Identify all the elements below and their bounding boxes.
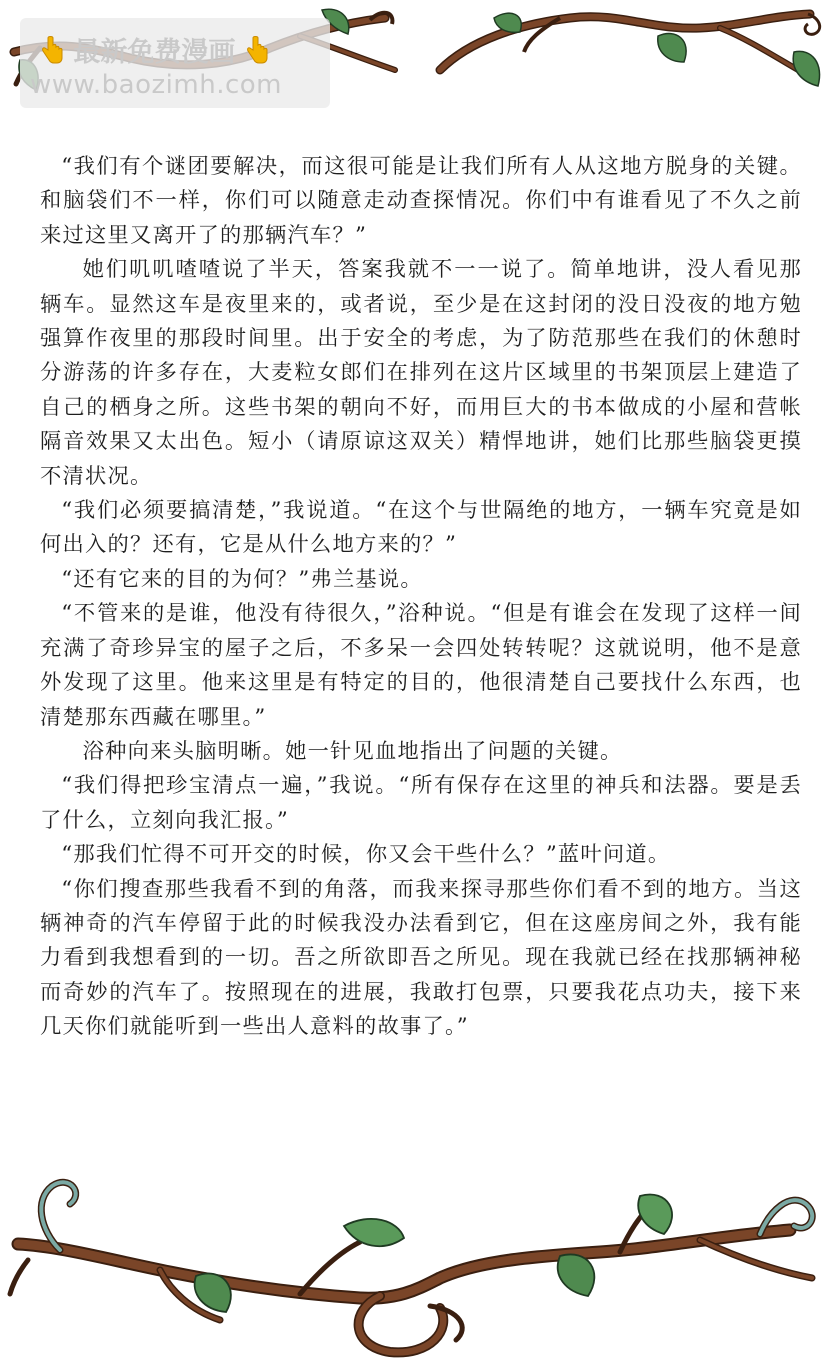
story-text [40,150,802,1045]
leaf-icon [658,34,686,62]
paragraph: 浴种向来头脑明晰。她一针见血地指出了问题的关键。 [82,738,623,764]
watermark-url: www.baozimh.com [30,70,282,100]
paragraph: 她们叽叽喳喳说了半天，答案我就不一一说了。简单地讲，没人看见那辆车。显然这车是夜里来的，或者说，至少是在这封闭的没日没夜的地方勉强算作夜里的那段时间里。出于安全的考虑，为了防范那些在我们的休憩时分游荡的许多存在，大麦粒女郎们在排列在这片区域里的书架顶层上建造了自己的栖身之所。这些书架的朝向不好，而用巨大的书本做成的小屋和营帐隔音效果又太出色。短小（请原谅这双关）精悍地讲，她们比那些脑袋更摸不清状况。 [40,257,802,489]
watermark-title [40,30,269,69]
leaf-icon [494,13,521,32]
paragraph: “还有它来的目的为何？”弗兰基说。 [61,566,423,592]
leaf-icon [638,1195,672,1234]
leaf-icon [344,1219,404,1246]
paragraph: “你们搜查那些我看不到的角落，而我来探寻那些你们看不到的地方。当这辆神奇的汽车停留于此的时候我没办法看到它，但在这座房间之外，我有能力看到我想看到的一切。吾之所欲即吾之所见。现在我就已经在找那辆神秘而奇妙的汽车了。按照现在的进展，我敢打包票，只要我花点功夫，接下来几天你们就能听到一些出人意料的故事了。” [40,876,802,1040]
bottom-vine-decoration [0,1160,834,1362]
paragraph: “我们得把珍宝清点一遍，”我说。“所有保存在这里的神兵和法器。要是丢了什么，立刻向我汇报。” [40,773,802,833]
leaf-icon [558,1254,595,1296]
watermark-title-text: 最新免费漫画 [73,37,236,68]
leaf-icon [793,51,819,86]
pointing-down-hand-icon [245,36,269,64]
paragraph: “那我们忙得不可开交的时候，你又会干些什么？”蓝叶问道。 [61,842,671,868]
paragraph: “我们必须要搞清楚，”我说道。“在这个与世隔绝的地方，一辆车究竟是如何出入的？还有，它是从什么地方来的？” [40,498,802,558]
paragraph: “不管来的是谁，他没有待很久，”浴种说。“但是有谁会在发现了这样一间充满了奇珍异宝的屋子之后，不多呆一会四处转转呢？这就说明，他不是意外发现了这里。他来这里是有特定的目的，他很清楚自己要找什么东西，也清楚那东西藏在哪里。” [40,601,802,730]
pointing-down-hand-icon [40,36,64,64]
leaf-icon [195,1274,231,1312]
watermark [20,18,330,108]
paragraph: “我们有个谜团要解决，而这很可能是让我们所有人从这地方脱身的关键。和脑袋们不一样，你们可以随意走动查探情况。你们中有谁看见了不久之前来过这里又离开了的那辆汽车？” [40,154,802,248]
